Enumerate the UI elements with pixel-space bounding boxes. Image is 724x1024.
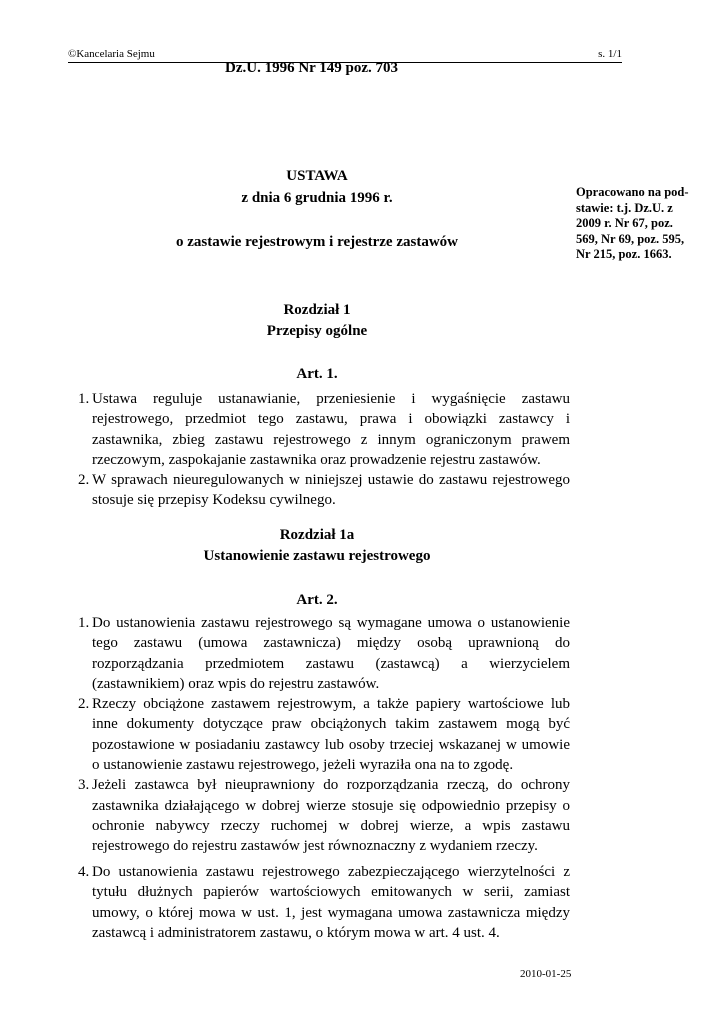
chapter-1-title: Przepisy ogólne bbox=[266, 323, 368, 339]
paragraph-number: 3. bbox=[78, 777, 90, 794]
side-note: Opracowano na pod-stawie: t.j. Dz.U. z 2009 r. Nr 67, poz. 569, Nr 69, poz. 595, Nr 215, poz. 1663. bbox=[576, 185, 689, 261]
article-1-heading: Art. 1. bbox=[296, 366, 338, 382]
paragraph-text: W sprawach nieuregulowanych w niniejszej ustawie do zastawu rejestrowego stosuje się przepisy Kodeksu cywilnego. bbox=[92, 472, 570, 509]
paragraph-text: Do ustanowienia zastawu rejestrowego są wymagane umowa o ustanowienie tego zastawu (umowa zastawnicza) między osobą uprawnioną do rozporządzania przedmiotem zastawu (zastawcą) a wierzycielem (zastawnikiem) oraz wpis do rejestru zastawów. bbox=[92, 615, 570, 692]
chapter-1a-number: Rozdział 1a bbox=[279, 527, 355, 543]
chapter-1a-title: Ustanowienie zastawu rejestrowego bbox=[203, 548, 431, 564]
paragraph bbox=[78, 775, 570, 856]
act-type: USTAWA bbox=[286, 168, 348, 184]
article-2-items bbox=[78, 613, 570, 857]
paragraph-text: Jeżeli zastawca był nieuprawniony do rozporządzania rzeczą, do ochrony zastawnika działającego w dobrej wierze stosuje się odpowiednio przepisy o ochronie nabywcy rzeczy ruchomej w dobrej wierze, a wpis zastawu rejestrowego do rejestru zastawów jest równoznaczny z wydaniem rzeczy. bbox=[92, 777, 570, 855]
document-date: 2010-01-25 bbox=[520, 968, 572, 980]
paragraph bbox=[78, 694, 570, 775]
paragraph-number: 2. bbox=[78, 472, 90, 489]
act-title: o zastawie rejestrowym i rejestrze zastawów bbox=[176, 234, 458, 250]
paragraph-number: 4. bbox=[78, 864, 90, 880]
paragraph-text: Ustawa reguluje ustanawianie, przeniesienie i wygaśnięcie zastawu rejestrowego, przedmiot tego zastawu, prawa i obowiązki zastawcy i zastawnika, zbieg zastawu rejestrowego z innym ograniczonym prawem rzeczowym, zaspokajanie zastawnika oraz prowadzenie rejestru zastawów. bbox=[92, 391, 570, 468]
paragraph-number: 1. bbox=[78, 391, 90, 407]
act-date: z dnia 6 grudnia 1996 r. bbox=[241, 190, 393, 206]
paragraph-number: 1. bbox=[78, 615, 90, 631]
paragraph bbox=[78, 613, 570, 694]
paragraph bbox=[78, 862, 570, 943]
paragraph-text: Rzeczy obciążone zastawem rejestrowym, a także papiery wartościowe lub inne dokumenty dotyczące praw obciążonych takim zastawem mogą być pozostawione w posiadaniu zastawcy lub osoby trzeciej wskazanej w umowie o ustanowienie zastawu rejestrowego, jeżeli wyraziła ona na to zgodę. bbox=[92, 696, 570, 774]
publisher-label: ©Kancelaria Sejmu bbox=[68, 48, 155, 60]
chapter-1-number: Rozdział 1 bbox=[283, 302, 351, 318]
article-1-items bbox=[78, 389, 570, 511]
paragraph-text: Do ustanowienia zastawu rejestrowego zabezpieczającego wierzytelności z tytułu dłużnych papierów wartościowych emitowanych w serii, zamiast umowy, o której mowa w ust. 1, jest wymagana umowa zastawnicza między zastawcą i administratorem zastawu, o którym mowa w art. 4 ust. 4. bbox=[92, 864, 570, 941]
paragraph bbox=[78, 470, 570, 511]
article-2-heading: Art. 2. bbox=[296, 592, 338, 608]
article-2-items-continued bbox=[78, 862, 570, 943]
page-number: s. 1/1 bbox=[598, 48, 622, 60]
paragraph-number: 2. bbox=[78, 696, 90, 713]
paragraph bbox=[78, 389, 570, 470]
journal-citation: Dz.U. 1996 Nr 149 poz. 703 bbox=[225, 60, 399, 76]
